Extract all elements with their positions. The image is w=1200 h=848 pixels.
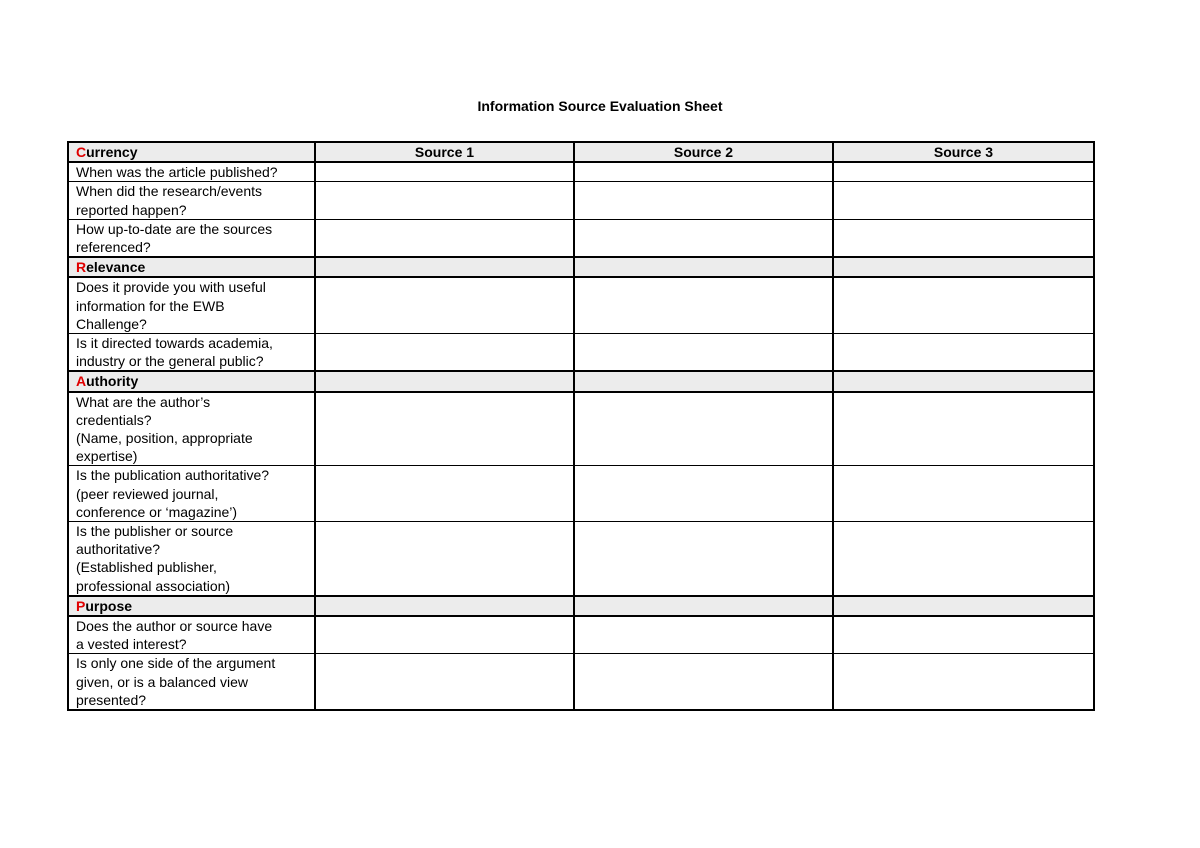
- question-row: [68, 182, 1094, 219]
- question-text: Is it directed towards academia, industry or the general public?: [76, 335, 273, 370]
- evaluation-table: [67, 141, 1095, 711]
- source-column-header: Source 3: [833, 142, 1094, 162]
- answer-cell-source-2[interactable]: [574, 616, 833, 654]
- answer-cell-source-1[interactable]: [315, 334, 574, 372]
- question-text: How up-to-date are the sources referenced?: [76, 220, 273, 256]
- section-heading-blank-cell: [315, 371, 574, 391]
- question-text: What are the author’s credentials? (Name, position, appropriate expertise): [76, 393, 253, 465]
- question-row: [68, 277, 1094, 333]
- question-cell: [68, 654, 315, 710]
- section-heading-blank-cell: [833, 257, 1094, 277]
- question-cell: [68, 334, 315, 372]
- answer-cell-source-2[interactable]: [574, 334, 833, 372]
- section-heading: [68, 142, 315, 162]
- question-cell: [68, 162, 315, 182]
- evaluation-table-body: [68, 142, 1094, 710]
- section-heading: [68, 371, 315, 391]
- question-text: When was the article published?: [76, 164, 278, 181]
- question-row: [68, 334, 1094, 372]
- section-heading-row: [68, 371, 1094, 391]
- section-initial-letter: R: [76, 259, 87, 276]
- answer-cell-source-3[interactable]: [833, 182, 1094, 219]
- question-row: [68, 522, 1094, 596]
- answer-cell-source-3[interactable]: [833, 219, 1094, 257]
- answer-cell-source-2[interactable]: [574, 654, 833, 710]
- question-cell: [68, 219, 315, 257]
- section-initial-letter: P: [76, 597, 86, 614]
- answer-cell-source-2[interactable]: [574, 162, 833, 182]
- section-heading-blank-cell: [833, 596, 1094, 616]
- answer-cell-source-1[interactable]: [315, 616, 574, 654]
- answer-cell-source-2[interactable]: [574, 219, 833, 257]
- answer-cell-source-3[interactable]: [833, 334, 1094, 372]
- question-text: Does it provide you with useful information for the EWB Challenge?: [76, 279, 266, 332]
- question-cell: [68, 182, 315, 219]
- answer-cell-source-3[interactable]: [833, 616, 1094, 654]
- answer-cell-source-2[interactable]: [574, 277, 833, 333]
- section-initial-letter: A: [76, 373, 87, 390]
- answer-cell-source-1[interactable]: [315, 466, 574, 522]
- answer-cell-source-1[interactable]: [315, 392, 574, 466]
- answer-cell-source-1[interactable]: [315, 219, 574, 257]
- section-heading: [68, 257, 315, 277]
- page-title: Information Source Evaluation Sheet: [477, 98, 723, 114]
- question-cell: [68, 392, 315, 466]
- question-row: [68, 654, 1094, 710]
- section-heading-blank-cell: [574, 371, 833, 391]
- answer-cell-source-2[interactable]: [574, 522, 833, 596]
- section-heading-row: [68, 596, 1094, 616]
- question-text: Does the author or source have a vested interest?: [76, 618, 273, 653]
- section-heading-label: uthority: [86, 373, 139, 390]
- section-heading-blank-cell: [315, 596, 574, 616]
- answer-cell-source-1[interactable]: [315, 277, 574, 333]
- question-text: When did the research/events reported happen?: [76, 183, 262, 218]
- section-heading-blank-cell: [574, 257, 833, 277]
- answer-cell-source-1[interactable]: [315, 182, 574, 219]
- section-heading-blank-cell: [574, 596, 833, 616]
- question-row: [68, 162, 1094, 182]
- answer-cell-source-3[interactable]: [833, 162, 1094, 182]
- section-heading: [68, 596, 315, 616]
- question-text: Is the publisher or source authoritative? (Established publisher, professional association): [76, 523, 234, 594]
- answer-cell-source-2[interactable]: [574, 182, 833, 219]
- section-heading-label: urrency: [86, 144, 138, 160]
- answer-cell-source-3[interactable]: [833, 392, 1094, 466]
- question-cell: [68, 522, 315, 596]
- section-heading-row: [68, 142, 1094, 162]
- question-text: Is the publication authoritative? (peer reviewed journal, conference or ‘magazine’): [76, 467, 270, 520]
- answer-cell-source-3[interactable]: [833, 522, 1094, 596]
- section-heading-blank-cell: [833, 371, 1094, 391]
- question-cell: [68, 277, 315, 333]
- source-column-header: Source 2: [574, 142, 833, 162]
- question-cell: [68, 466, 315, 522]
- answer-cell-source-1[interactable]: [315, 654, 574, 710]
- section-heading-row: [68, 257, 1094, 277]
- answer-cell-source-2[interactable]: [574, 466, 833, 522]
- question-text: Is only one side of the argument given, or is a balanced view presented?: [76, 655, 276, 708]
- answer-cell-source-3[interactable]: [833, 277, 1094, 333]
- question-row: [68, 466, 1094, 522]
- answer-cell-source-1[interactable]: [315, 162, 574, 182]
- source-column-header: Source 1: [315, 142, 574, 162]
- section-initial-letter: C: [76, 144, 87, 160]
- answer-cell-source-3[interactable]: [833, 466, 1094, 522]
- answer-cell-source-3[interactable]: [833, 654, 1094, 710]
- question-cell: [68, 616, 315, 654]
- answer-cell-source-2[interactable]: [574, 392, 833, 466]
- question-row: [68, 616, 1094, 654]
- question-row: [68, 392, 1094, 466]
- question-row: [68, 219, 1094, 257]
- section-heading-label: elevance: [86, 259, 146, 276]
- section-heading-blank-cell: [315, 257, 574, 277]
- section-heading-label: urpose: [85, 597, 133, 614]
- answer-cell-source-1[interactable]: [315, 522, 574, 596]
